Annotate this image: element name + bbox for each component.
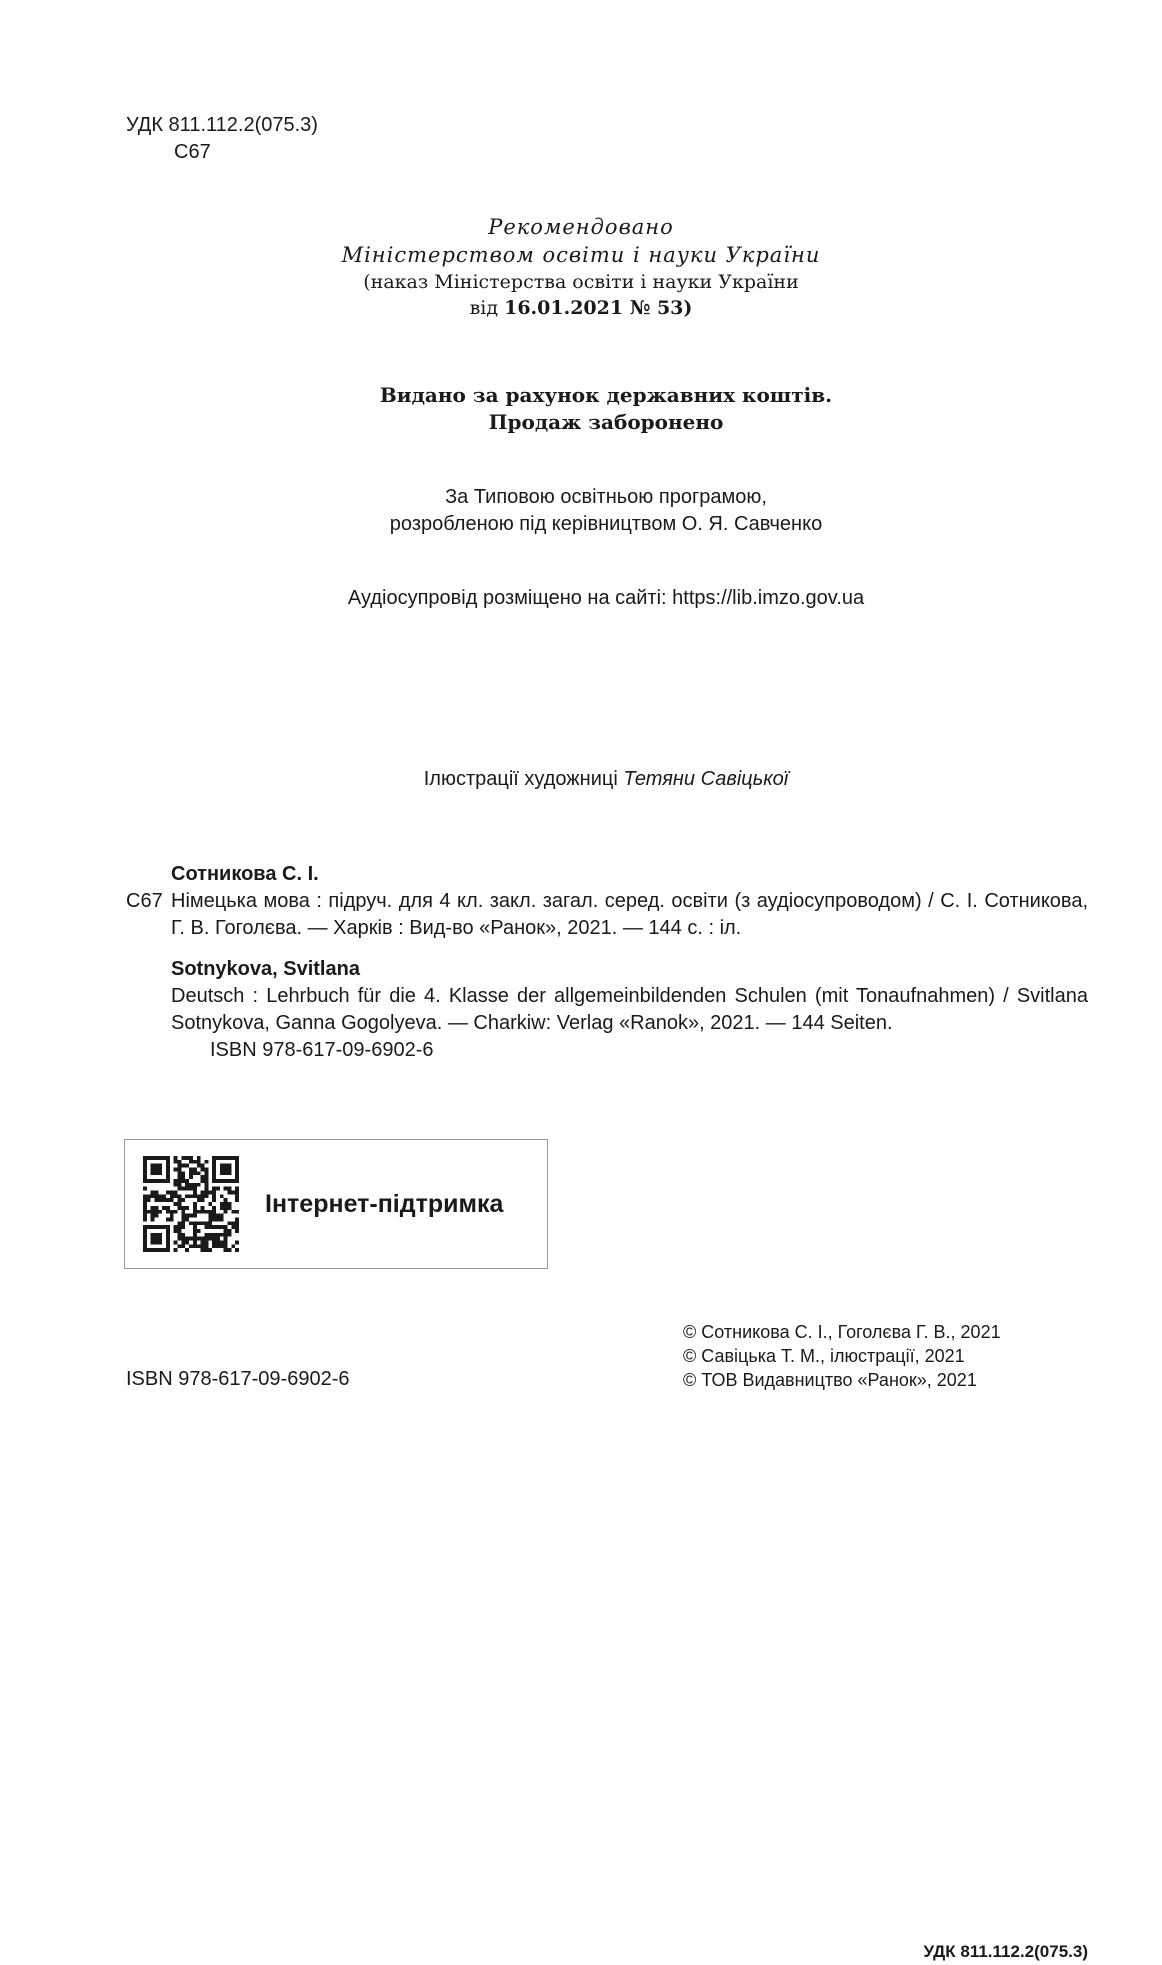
qr-code-icon[interactable] [143,1156,239,1252]
biblio-isbn: ISBN 978-617-09-6902-6 [210,1039,434,1061]
isbn: ISBN 978-617-09-6902-6 [126,1368,350,1390]
biblio-description-ua: Німецька мова : підруч. для 4 кл. закл. загал. серед. освіти (з аудіосупроводом) / С. І. Сотникова, Г. В. Гоголєва. — Харків : Вид-во «Ранок», 2021. — 144 с. : іл. [171,890,1088,939]
biblio-entry-ua [126,888,1088,942]
sale-prohibited-line: Продаж заборонено [488,410,724,434]
udk-header [126,112,318,166]
ministry-recommendation [0,213,1162,321]
copyright-line: © ТОВ Видавництво «Ранок», 2021 [683,1370,977,1390]
copyright-line: © Сотникова С. І., Гоголєва Г. В., 2021 [683,1322,1001,1342]
recommended-label: Рекомендовано [488,215,674,239]
audio-note: Аудіосупровід розміщено на сайті: https://lib.imzo.gov.ua [347,587,865,609]
copyright-block [683,1320,1001,1392]
ministry-name: Міністерством освіти і науки України [341,243,821,267]
cutter-code: С67 [174,141,211,163]
biblio-author-ua: Сотникова С. І. [171,863,319,885]
order-date: 16.01.2021 № 53) [504,297,693,319]
biblio-description-de: Deutsch : Lehrbuch für die 4. Klasse der allgemeinbildenden Schulen (mit Tonaufnahmen) / Svitlana Sotnykova, Ganna Gogolyeva. — Charkiw: Verlag «Ranok», 2021. — 144 Seiten. [171,985,1088,1034]
biblio-cutter-code: С67 [126,890,163,912]
illustrations-credit [0,766,1162,793]
order-date-prefix: від [469,297,505,319]
program-line-1: За Типовою освітньою програмою, [445,486,767,508]
internet-support-label: Інтернет-підтримка [265,1190,504,1218]
illustrations-prefix: Ілюстрації художниці [423,768,624,790]
state-funds-line: Видано за рахунок державних коштів. [379,383,833,407]
biblio-udk: УДК 811.112.2(075.3) [923,1942,1088,1961]
state-funds-notice [0,382,1162,436]
program-line-2: розробленою під керівництвом О. Я. Савченко [389,513,823,535]
biblio-author-de: Sotnykova, Svitlana [171,958,360,980]
program-note [0,484,1162,538]
order-date-line [0,295,1162,321]
udk-code: УДК 811.112.2(075.3) [126,114,318,136]
internet-support-box [124,1139,548,1269]
order-line: (наказ Міністерства освіти і науки України [363,271,799,293]
copyright-line: © Савіцька Т. М., ілюстрації, 2021 [683,1346,965,1366]
illustrator-name: Тетяни Савіцької [623,768,789,790]
